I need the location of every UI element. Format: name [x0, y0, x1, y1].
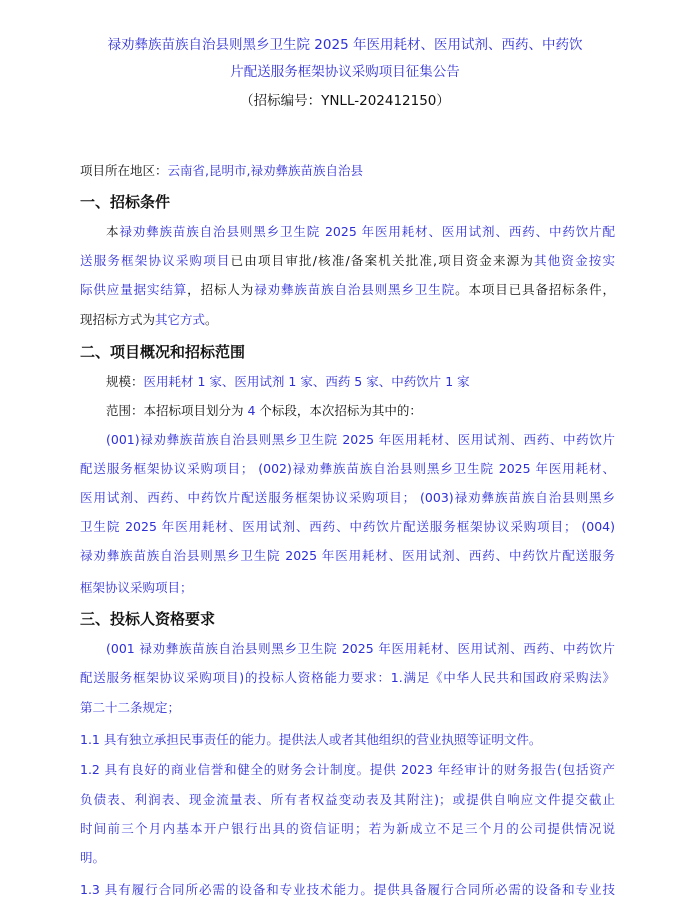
text-segment: 已由项目审批/核准/备案机关批准,项目资金来源为: [230, 253, 535, 268]
text-line: [106, 402, 615, 420]
text-segment: (001)禄劝彝族苗族自治县则黑乡卫生院 2025 年医用耗材、医用试剂、西药、中药饮片: [106, 432, 615, 447]
text-segment: 禄劝彝族苗族自治县则黑乡卫生院: [254, 282, 456, 297]
text-segment: 。本项目已具备招标条件，: [455, 282, 615, 297]
text-line: [80, 489, 615, 507]
text-segment: 1.2 具有良好的商业信誉和健全的财务会计制度。提供 2023 年经审计的财务报告(包括资产: [80, 762, 615, 777]
text-line: [80, 791, 615, 809]
text-line: [80, 849, 615, 867]
text-segment: 医用耗材 1 家、医用试剂 1 家、西药 5 家、中药饮片 1 家: [143, 374, 470, 389]
text-segment: 卫生院 2025 年医用耗材、医用试剂、西药、中药饮片配送服务框架协议采购项目； (004): [80, 519, 615, 534]
text-line: [80, 699, 615, 717]
text-line: [106, 431, 615, 449]
text-line: [80, 162, 615, 180]
text-segment: 个标段，本次招标为其中的：: [255, 403, 422, 418]
section-heading: [80, 610, 615, 628]
text-line: [80, 579, 615, 597]
text-segment: 医用试剂、西药、中药饮片配送服务框架协议采购项目； (003)禄劝彝族苗族自治县则黑乡: [80, 490, 615, 505]
text-segment: 其它方式: [155, 312, 206, 327]
text-segment: 现招标方式为: [80, 312, 156, 327]
text-segment: （招标编号：YNLL-202412150）: [240, 93, 450, 109]
text-segment: 三、投标人资格要求: [80, 610, 216, 628]
text-segment: (001 禄劝彝族苗族自治县则黑乡卫生院 2025 年医用耗材、医用试剂、西药、中药饮片: [106, 641, 615, 656]
document-title-line: [60, 63, 630, 81]
text-line: [80, 311, 615, 329]
document-title-line: [60, 92, 630, 110]
text-segment: ，招标人为: [187, 282, 255, 297]
text-line: [80, 518, 615, 536]
text-line: [80, 252, 615, 270]
text-line: [106, 223, 615, 241]
text-segment: 框架协议采购项目；: [80, 580, 193, 595]
text-segment: 禄劝彝族苗族自治县则黑乡卫生院 2025 年医用耗材、医用试剂、西药、中药饮: [107, 37, 583, 53]
text-segment: 范围：本招标项目划分为: [106, 403, 248, 418]
text-segment: 云南省,昆明市,禄劝彝族苗族自治县: [167, 163, 363, 178]
text-segment: 第二十二条规定；: [80, 700, 181, 715]
text-line: [80, 881, 615, 899]
text-segment: 一、招标条件: [80, 193, 171, 211]
text-segment: 本: [106, 224, 120, 239]
text-segment: 明。: [80, 850, 106, 865]
text-segment: 规模：: [106, 374, 144, 389]
text-line: [80, 547, 615, 565]
text-segment: 时间前三个月内基本开户银行出具的资信证明；若为新成立不足三个月的公司提供情况说: [80, 821, 615, 836]
text-segment: 4: [247, 403, 256, 418]
text-line: [106, 373, 615, 391]
text-segment: 二、项目概况和招标范围: [80, 343, 246, 361]
text-segment: 项目所在地区：: [80, 163, 168, 178]
text-segment: 负债表、利润表、现金流量表、所有者权益变动表及其附注)；或提供自响应文件提交截止: [80, 792, 615, 807]
section-heading: [80, 343, 615, 361]
text-segment: 际供应量据实结算: [80, 282, 188, 297]
text-line: [80, 820, 615, 838]
text-segment: 禄劝彝族苗族自治县则黑乡卫生院 2025 年医用耗材、医用试剂、西药、中药饮片配: [119, 224, 615, 239]
text-line: [80, 669, 615, 687]
text-segment: 1.3 具有履行合同所必需的设备和专业技术能力。提供具备履行合同所必需的设备和专业技: [80, 882, 615, 897]
text-segment: 禄劝彝族苗族自治县则黑乡卫生院 2025 年医用耗材、医用试剂、西药、中药饮片配送服务: [80, 548, 615, 563]
text-segment: 送服务框架协议采购项目: [80, 253, 231, 268]
section-heading: [80, 193, 615, 211]
text-segment: 其他资金按实: [534, 253, 615, 268]
document-title-line: [60, 36, 630, 54]
text-segment: 1.1 具有独立承担民事责任的能力。提供法人或者其他组织的营业执照等证明文件。: [80, 732, 542, 747]
text-line: [106, 640, 615, 658]
text-line: [80, 731, 615, 749]
text-segment: 配送服务框架协议采购项目； (002)禄劝彝族苗族自治县则黑乡卫生院 2025 年医用耗材、: [80, 461, 615, 476]
text-segment: 。: [205, 312, 218, 327]
text-line: [80, 761, 615, 779]
text-segment: 配送服务框架协议采购项目)的投标人资格能力要求：1.满足《中华人民共和国政府采购法》: [80, 670, 615, 685]
text-segment: 片配送服务框架协议采购项目征集公告: [230, 64, 460, 80]
text-line: [80, 281, 615, 299]
text-line: [80, 460, 615, 478]
